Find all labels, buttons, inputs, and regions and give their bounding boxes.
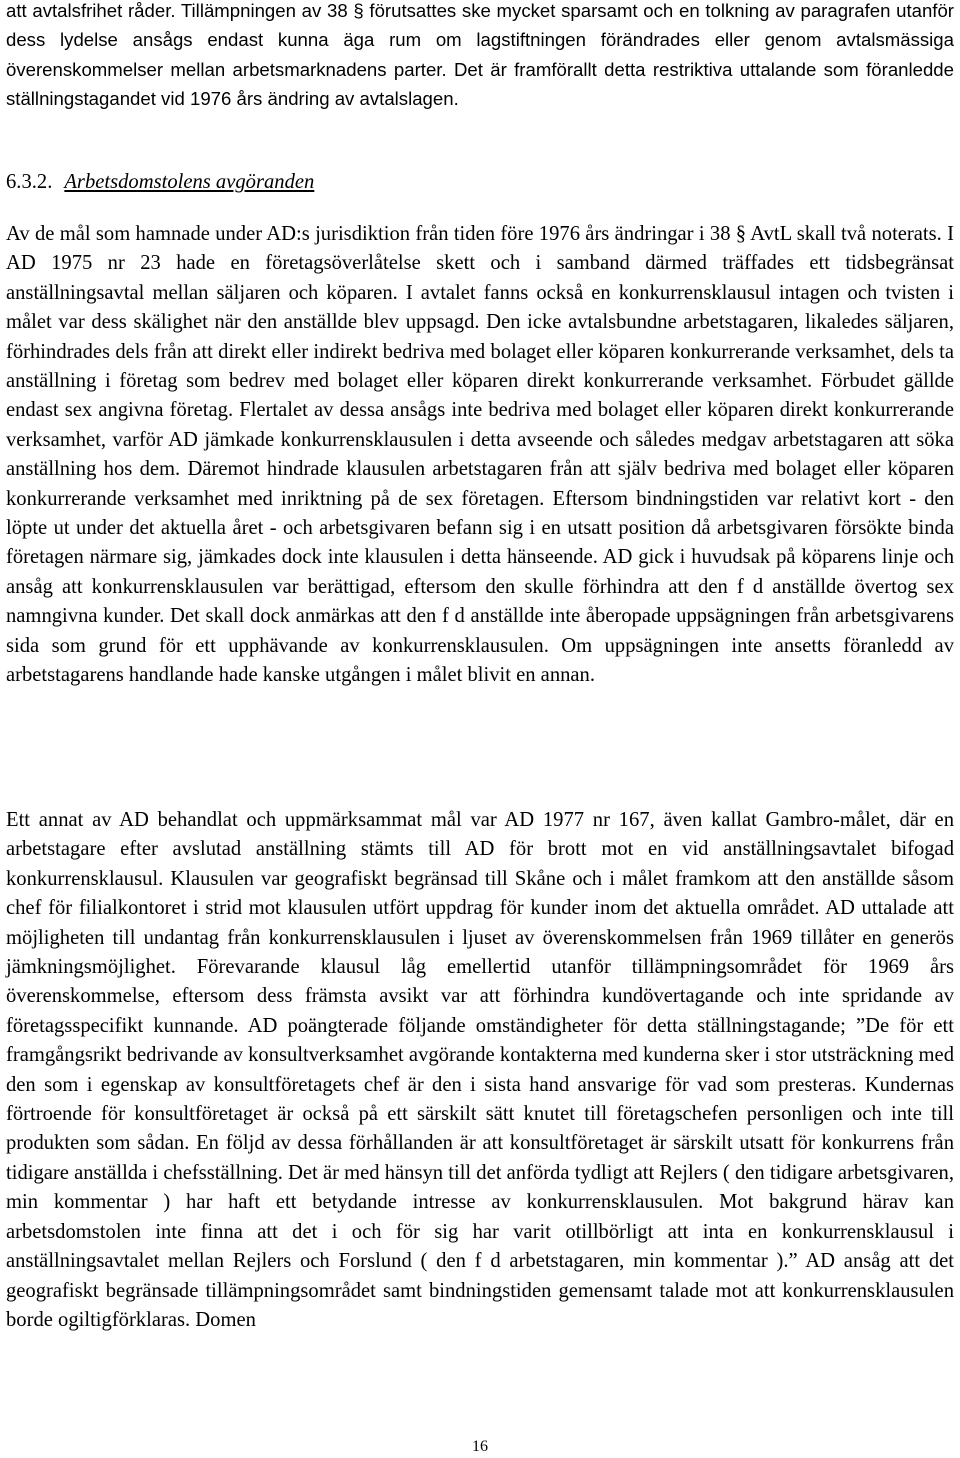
page-number: 16 bbox=[472, 1438, 488, 1455]
paragraph-ad-1975: Av de mål som hamnade under AD:s jurisdiktion från tiden före 1976 års ändringar i 38 § AvtL skall två noterats. I AD 1975 nr 23 hade en företagsöverlåtelse skett och i samband därmed träffades ett tidsbegränsat anställningsavtal mellan säljaren och köparen. I avtalet fanns också en konkurrensklausul intagen och tvisten i målet var dess skälighet när den anställde blev uppsagd. Den icke avtalsbundne arbetstagaren, likaledes säljaren, förhindrades dels från att direkt eller indirekt bedriva med bolaget eller köparen konkurrerande verksamhet, dels ta anställning i företag som bedrev med bolaget eller köparen direkt konkurrerande verksamhet. Förbudet gällde endast sex angivna företag. Flertalet av dessa ansågs inte bedriva med bolaget eller köparen direkt konkurrerande verksamhet, varför AD jämkade konkurrensklausulen i detta avseende och således medgav arbetstagaren att söka anställning hos dem. Däremot hindrade klausulen arbetstagaren från att själv bedriva med bolaget eller köparen konkurrerande verksamhet med inriktning på de sex företagen. Eftersom bindningstiden var relativt kort - den löpte ut under det aktuella året - och arbetsgivaren befann sig i en utsatt position då arbetsgivaren försökte binda företagen närmare sig, jämkades dock inte klausulen i detta hänseende. AD gick i huvudsak på köparens linje och ansåg att konkurrensklausulen var berättigad, eftersom den skulle förhindra att den f d anställde övertog sex namngivna kunder. Det skall dock anmärkas att den f d anställde inte åberopade uppsägningen från arbetsgivarens sida som grund för ett upphävande av konkurrensklausulen. Om uppsägningen inte ansetts föranledd av arbetstagarens handlande hade kanske utgången i målet blivit en annan. bbox=[6, 223, 954, 687]
paragraph-intro: att avtalsfrihet råder. Tillämpningen av 38 § förutsattes ske mycket sparsamt och en tolkning av paragrafen utanför dess lydelse ansågs endast kunna äga rum om lagstiftningen förändrades eller genom avtalsmässiga överenskommelser mellan arbetsmarknadens parter. Det är framförallt detta restriktiva uttalande som föranledde ställningstagandet vid 1976 års ändring av avtalslagen. bbox=[6, 0, 954, 110]
section-heading bbox=[6, 168, 314, 197]
section-number: 6.3.2. bbox=[6, 171, 53, 193]
section-title: Arbetsdomstolens avgöranden bbox=[64, 171, 315, 193]
paragraph-ad-1977: Ett annat av AD behandlat och uppmärksammat mål var AD 1977 nr 167, även kallat Gambro-målet, där en arbetstagare efter avslutad anställning stämts till AD för brott mot en vid anställningsavtalet bifogad konkurrensklausul. Klausulen var geografiskt begränsad till Skåne och i målet framkom att den anställde såsom chef för filialkontoret i strid mot klausulen utfört uppdrag för kunder inom det aktuella området. AD uttalade att möjligheten till undantag från konkurrensklausulen i ljuset av överenskommelsen från 1969 tillåter en generös jämkningsmöjlighet. Förevarande klausul låg emellertid utanför tillämpningsområdet för 1969 års överenskommelse, eftersom dess främsta avsikt var att förhindra kundövertagande och inte spridande av företagsspecifikt kunnande. AD poängterade följande omständigheter för detta ställningstagande; ”De för ett framgångsrikt bedrivande av konsultverksamhet avgörande kontakterna med kunderna sker i stor utsträckning med den som i egenskap av konsultföretagets chef är den i sista hand ansvarige för vad som presteras. Kundernas förtroende för konsultföretaget är också på ett särskilt sätt knutet till företagschefen personligen och inte till produkten som sådan. En följd av dessa förhållanden är att konsultföretaget är särskilt utsatt för konkurrens från tidigare anställda i chefsställning. Det är med hänsyn till det anförda tydligt att Rejlers ( den tidigare arbetsgivaren, min kommentar ) har haft ett betydande intresse av konkurrensklausulen. Mot bakgrund härav kan arbetsdomstolen inte finna att det i och för sig har varit otillbörligt att inta en konkurrensklausul i anställningsavtalet mellan Rejlers och Forslund ( den f d arbetstagaren, min kommentar ).” AD ansåg att det geografiskt begränsade tillämpningsområdet samt bindningstiden gemensamt talade mot att konkurrensklausulen borde ogiltigförklaras. Domen bbox=[6, 809, 954, 1331]
